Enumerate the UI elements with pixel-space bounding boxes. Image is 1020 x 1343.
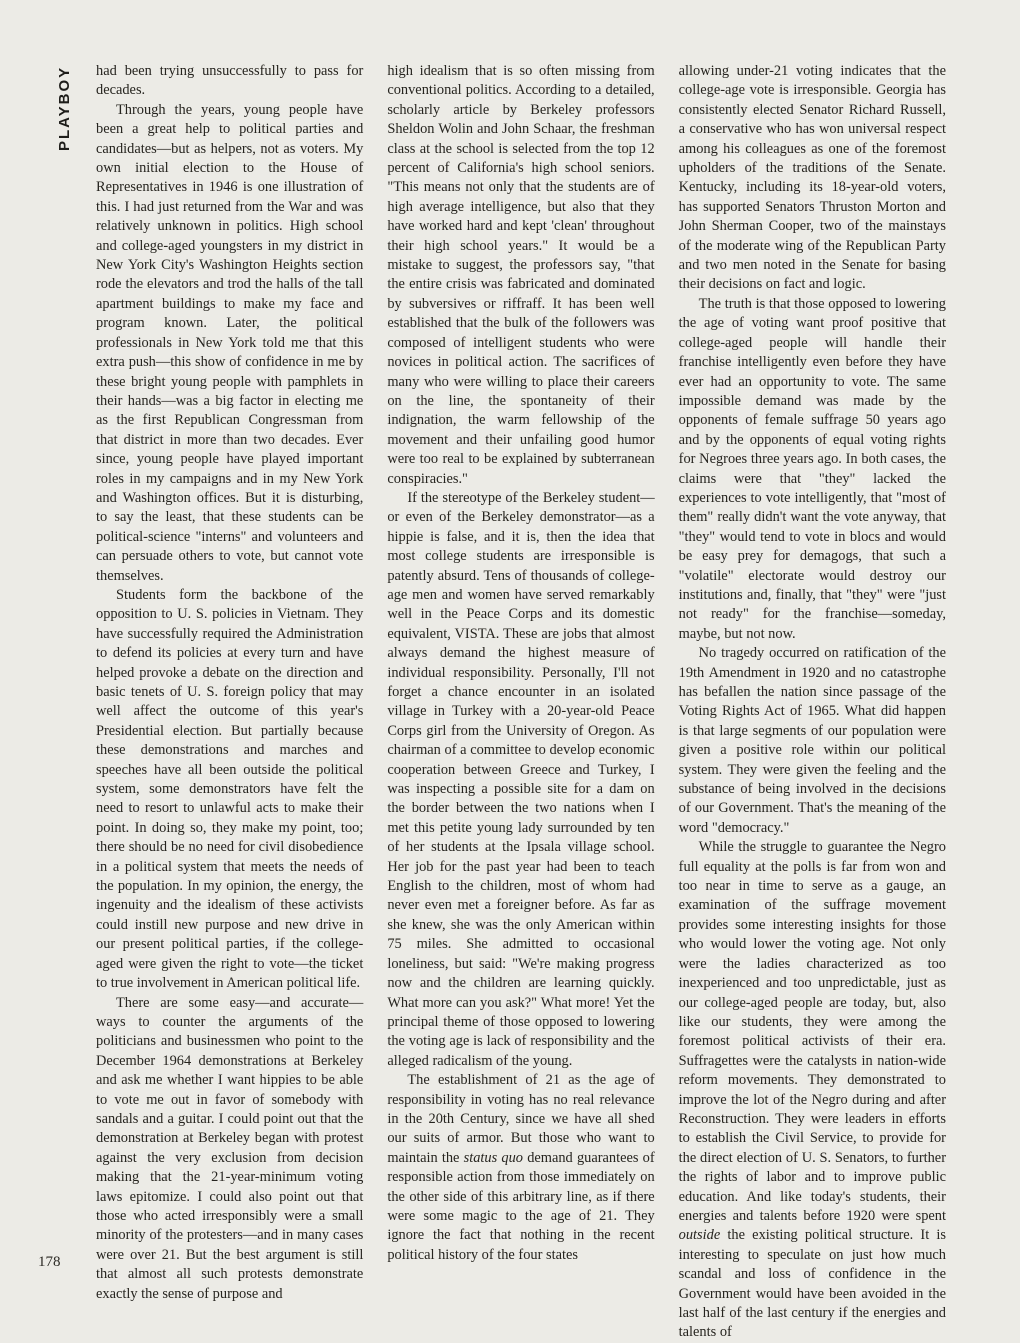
column-1 [96, 62, 364, 1302]
paragraph: allowing under-21 voting indicates that the college-age vote is irresponsible. Georgia has consistently elected Senator Richard Russell, a conservative who has won universal respect among his colleagues as one of the foremost upholders of the traditions of the Senate. Kentucky, including its 18-year-old voters, has supported Senators Thruston Morton and John Sherman Cooper, two of the mainstays of the moderate wing of the Republican Party and two men noted in the Senate for basing their decisions on fact and logic. [678, 63, 946, 293]
paragraph: The truth is that those opposed to lowering the age of voting want proof positive that college-aged people will handle their franchise intelligently even before they have ever had an opportunity to vote. The same impossible demand was made by the opponents of female suffrage 50 years ago and by the opponents of equal voting rights for Negroes three years ago. In both cases, the claims were that "they" lacked the experiences to vote intelligently, that "most of them" really didn't want the vote anyway, that "they" would tend to vote in blocs and would be easy prey for demagogs, that such a "volatile" electorate would destroy our institutions and, finally, that "they" were "just not ready" for the franchise—someday, maybe, but not now. [678, 295, 946, 642]
page-number: 178 [38, 1254, 61, 1270]
paragraph: had been trying unsuccessfully to pass for decades. [96, 63, 364, 99]
paragraph: Through the years, young people have been a great help to political parties and candidates—but as helpers, not as voters. My own initial election to the House of Representatives in 1946 is one illustration of this. I had just returned from the War and was relatively unknown in politics. High school and college-aged youngsters in my district in New York City's Washington Heights section rode the elevators and trod the halls of the tall apartment buildings to make my face and program known. Later, the political professionals in New York told me that this extra push—this show of confidence in me by these bright young people with pamphlets in their hands—was a big factor in electing me as the first Republican Congressman from that district in more than two decades. Ever since, young people have played important roles in my campaigns and in my New York and Washington offices. But it is disturbing, to say the least, that these students can be political-science "interns" and volunteers and can persuade others to vote, but cannot vote themselves. [96, 101, 364, 584]
paragraph: There are some easy—and accurate—ways to counter the arguments of the politicians and businessmen who point to the December 1964 demonstrations at Berkeley and ask me whether I want hippies to be able to vote me out in favor of somebody with sandals and a guitar. I could point out that the demonstration at Berkeley began with protest against the very exclusion from decision making that the 21-year-minimum voting laws epitomize. I could also point out that those who acted irresponsibly were a small minority of the protesters—and in many cases were over 21. But the best argument is still that almost all such protests demonstrate exactly the sense of purpose and [96, 994, 364, 1302]
text-run: demand guarantees of responsible action from those immediately on the other side of this arbitrary line, as if there were some magic to the age of 21. They ignore the fact that nothing in the recent political history of the four states [387, 1149, 655, 1263]
column-3 [678, 62, 946, 1341]
italic-run: outside [678, 1227, 721, 1244]
paragraph: If the stereotype of the Berkeley student—or even of the Berkeley demonstrator—as a hippie is false, and it is, then the idea that most college students are irresponsible is patently absurd. Tens of thousands of college-age men and women have served remarkably well in the Peace Corps and its domestic equivalent, VISTA. These are jobs that almost always demand the highest measure of individual responsibility. Personally, I'll not forget a chance encounter in an isolated village in Turkey with a 20-year-old Peace Corps girl from the University of Oregon. As chairman of a committee to develop economic cooperation between Greece and Turkey, I was inspecting a possible site for a dam on the border between the two nations when I met this petite young lady surrounded by ten of her students at the Ipsala village school. Her job for the past year had been to teach English to the children, most of whom had never even met a foreigner before. As far as she knew, she was the only American within 75 miles. She admitted to occasional loneliness, but said: "We're making progress now and the children are learning quickly. What more can you ask?" What more! Yet the principal theme of those opposed to lowering the voting age is lack of responsibility and the alleged radicalism of the young. [387, 489, 655, 1069]
italic-run: status quo [463, 1149, 524, 1166]
paragraph: high idealism that is so often missing from conventional politics. According to a detailed, scholarly article by Berkeley professors Sheldon Wolin and John Schaar, the freshman class at the school is selected from the top 12 percent of California's high school seniors. "This means not only that the students are of high average intelligence, but also that they have worked hard and kept 'clean' throughout their high school years." It would be a mistake to suggest, the professors say, "that the entire crisis was fabricated and dominated by subversives or riffraff. It has been well established that the bulk of the followers was composed of intelligent students who were novices in political action. The sacrifices of many who were willing to place their careers on the line, the spontaneity of their indignation, the warm fellowship of the movement and their unfailing good humor were too real to be explained by subterranean conspiracies." [387, 63, 655, 487]
paragraph [679, 838, 946, 1343]
column-2 [387, 62, 654, 1294]
text-run: While the struggle to guarantee the Negro full equality at the polls is far from won and too near in time to serve as a gauge, an examination of the suffrage movement provides some interesting insights for those who would lower the voting age. Not only were the ladies characterized as too inexperienced and too unpredictable, just as our college-aged people are today, but, also like our students, they were among the foremost political activists of their era. Suffragettes were the catalysts in nation-wide reform movements. They demonstrated to improve the lot of the Negro during and after Reconstruction. They were leaders in efforts to establish the Civil Service, to provide for the direct election of U. S. Senators, to further the rights of labor and to improve public education. And like today's students, their energies and talents before 1920 were spent [678, 839, 946, 1224]
article-columns [96, 62, 946, 1341]
text-run: The establishment of 21 as the age of responsibility in voting has no real relevance in the 20th Century, since we have all shed our suits of armor. But those who want to maintain the [387, 1072, 655, 1166]
paragraph: Students form the backbone of the opposition to U. S. policies in Vietnam. They have successfully required the Administration to defend its policies at every turn and have helped provoke a debate on the direction and basic tenets of U. S. foreign policy that may well affect the outcome of this year's Presidential election. But partially because these demonstrations and marches and speeches have all been outside the political system, some demonstrators have felt the need to resort to unlawful acts to make their point. In doing so, they make my point, too; there should be no need for civil disobedience in a political system that meets the needs of the population. In my opinion, the energy, the ingenuity and the idealism of these activists could instill new purpose and new drive in our present political parties, if the college-aged were given the right to vote—the ticket to true involvement in American political life. [96, 586, 364, 992]
text-run: the existing political structure. It is interesting to speculate on just how much scandal and loss of confidence in the Government would have been avoided in the last half of the last century if the energies and talents of [678, 1227, 946, 1341]
running-head: PLAYBOY [56, 66, 73, 152]
paragraph: No tragedy occurred on ratification of the 19th Amendment in 1920 and no catastrophe has befallen the nation since passage of the Voting Rights Act of 1965. What did happen is that large segments of our population were given a positive role within our political system. They were given the feeling and the substance of being involved in the decisions of our Government. That's the meaning of the word "democracy." [678, 645, 946, 836]
paragraph [387, 1071, 654, 1265]
